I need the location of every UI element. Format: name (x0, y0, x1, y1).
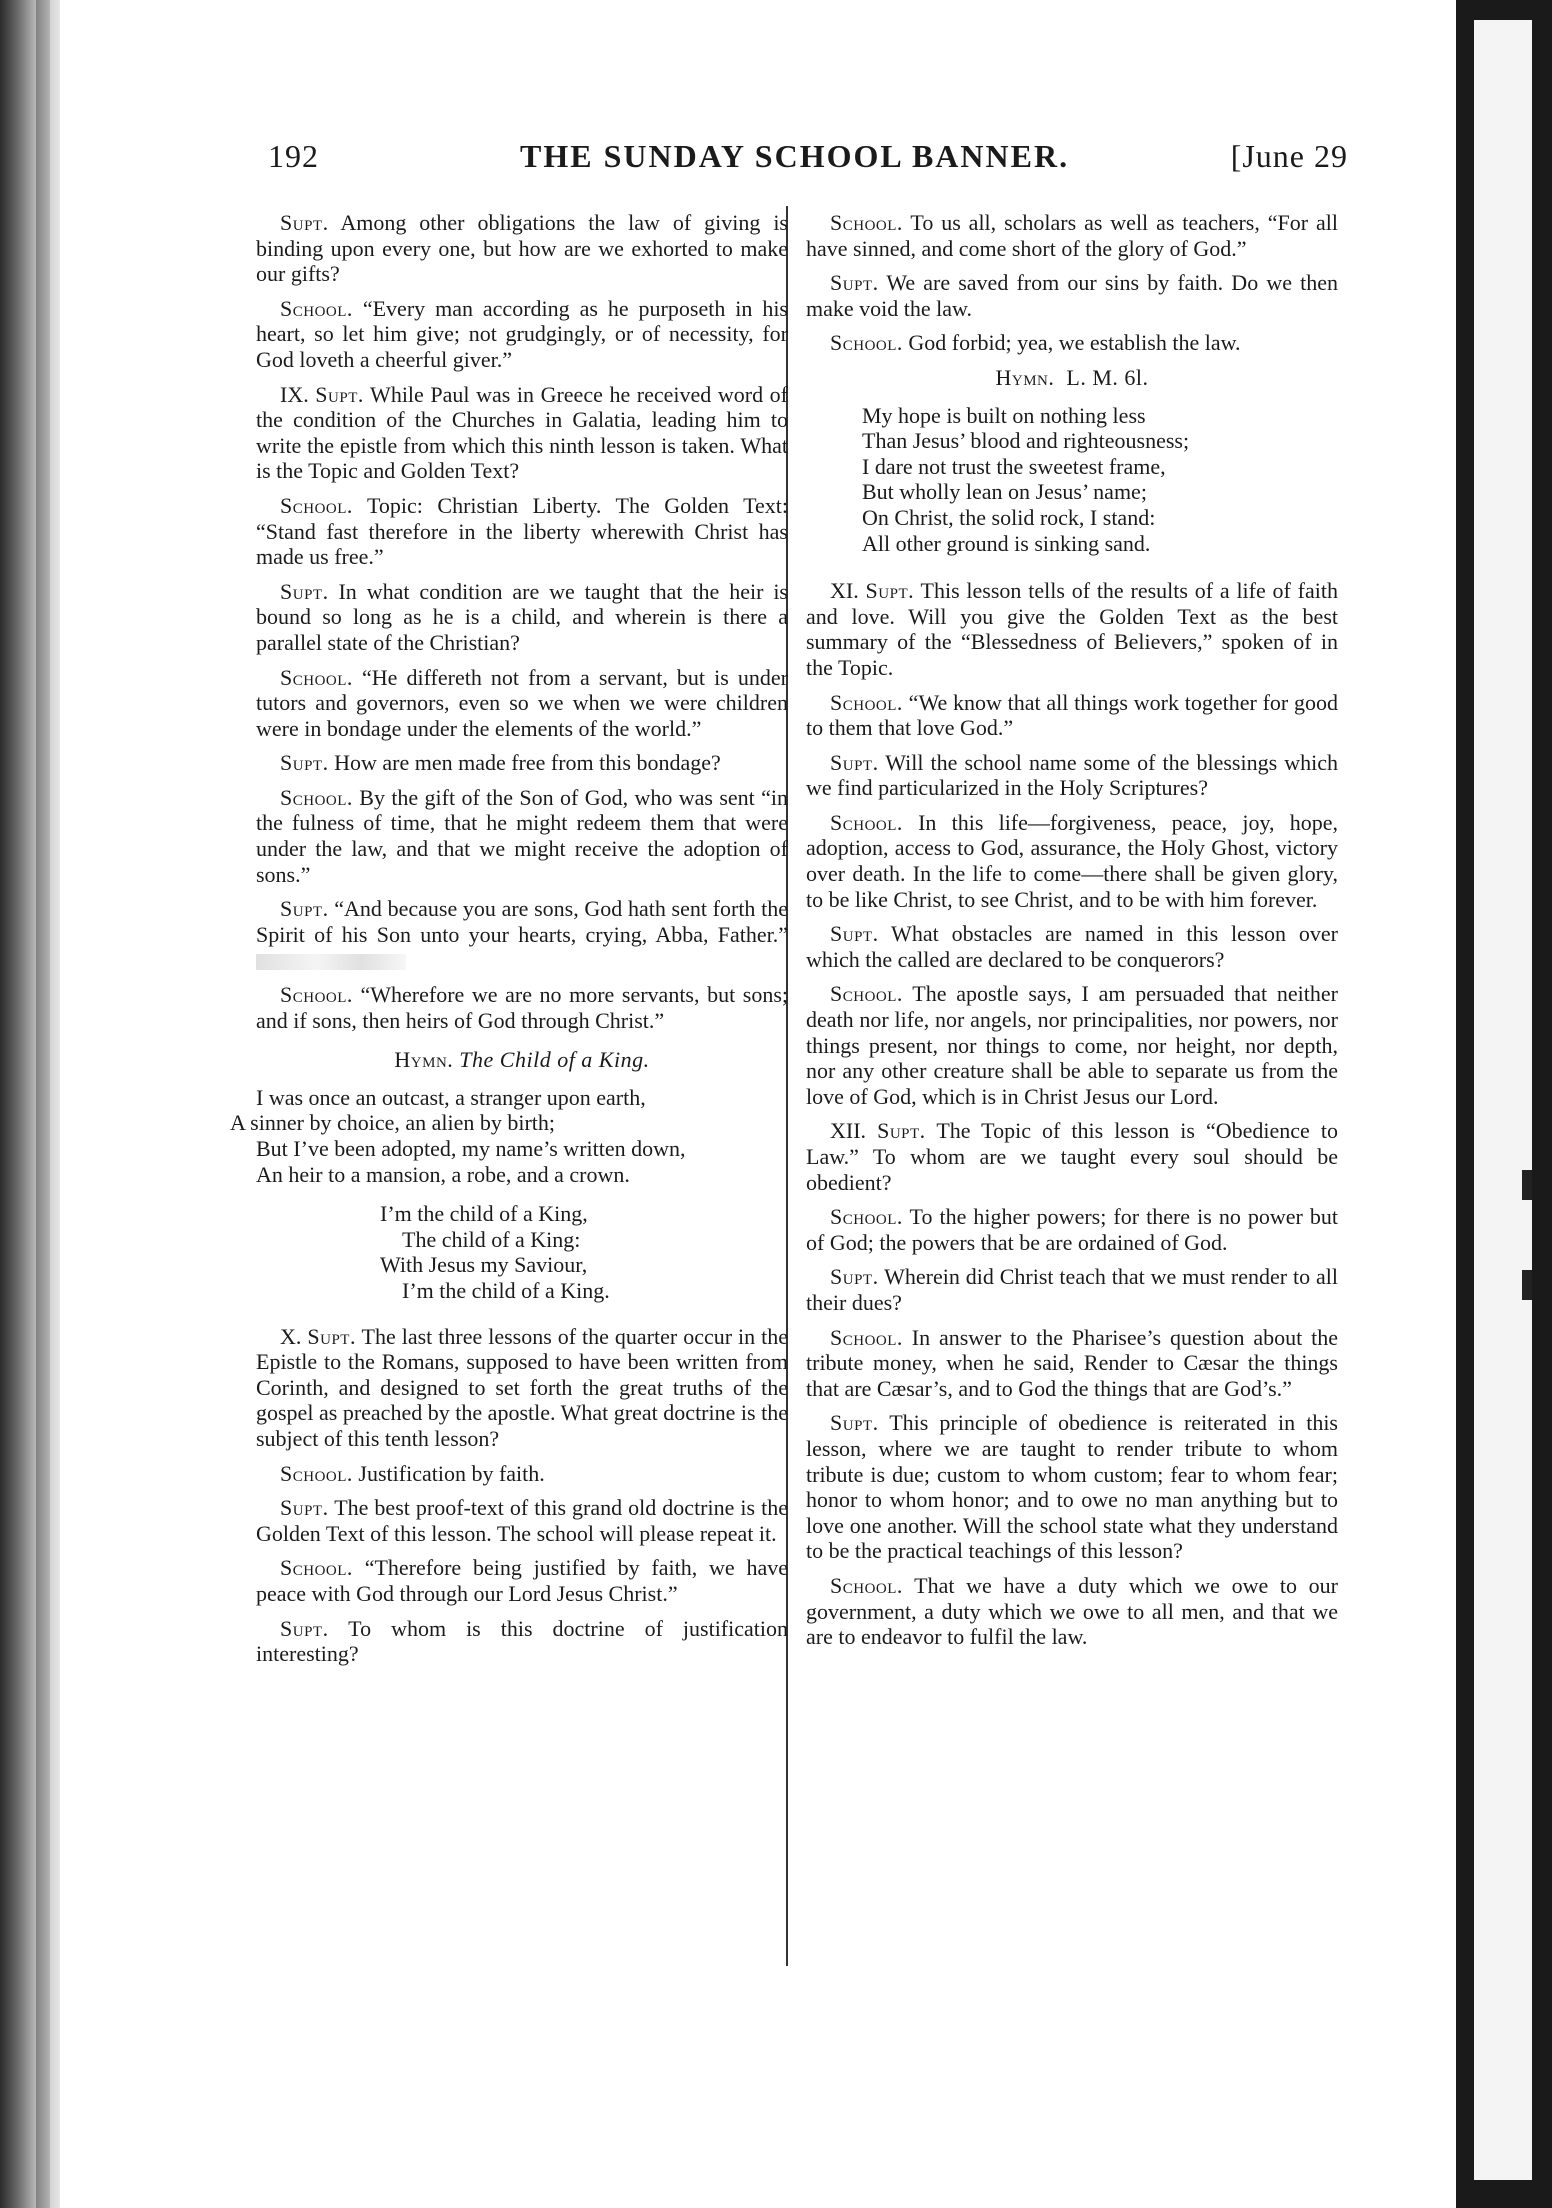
chorus-line: With Jesus my Saviour, (380, 1252, 588, 1278)
paragraph (256, 982, 788, 1033)
chorus-line: I’m the child of a King, (380, 1201, 588, 1227)
speaker-label: Supt. (280, 1615, 329, 1641)
paragraph (256, 665, 788, 742)
paragraph-text: What obstacles are named in this lesson over which the called are declared to be conquerors? (806, 921, 1338, 972)
speaker-label: School. (280, 1460, 353, 1486)
speaker-label: Supt. (865, 578, 915, 604)
paragraph-text: In answer to the Pharisee’s question about the tribute money, when he said, Render to Cæsar the things that are Cæsar’s, and to God the things that are God’s.” (806, 1324, 1338, 1401)
paragraph (806, 921, 1338, 972)
paragraph (256, 1324, 788, 1452)
ink-smudge (256, 954, 406, 970)
chorus-line: The child of a King: (402, 1226, 581, 1252)
speaker-label: School. (280, 784, 353, 810)
paragraph (256, 296, 788, 373)
verse-line: I was once an outcast, a stranger upon earth, (256, 1084, 646, 1110)
paragraph (256, 579, 788, 656)
paragraph (806, 1118, 1338, 1195)
speaker-label: Supt. (280, 578, 329, 604)
speaker-label: Supt. (830, 1410, 879, 1436)
hymn-verse (230, 1084, 788, 1187)
lesson-number: X. (280, 1323, 308, 1349)
speaker-label: Supt. (877, 1118, 926, 1144)
verse-line: But wholly lean on Jesus’ name; (862, 479, 1147, 505)
speaker-label: Supt. (307, 1323, 356, 1349)
left-column (230, 210, 788, 1676)
paragraph-text: “We know that all things work together for good to them that love God.” (806, 689, 1338, 741)
verse-line: All other ground is sinking sand. (862, 530, 1151, 556)
paragraph-text: “Wherefore we are no more servants, but sons; and if sons, then heirs of God through Christ.” (256, 982, 788, 1033)
speaker-label: School. (830, 689, 903, 715)
speaker-label: School. (830, 981, 903, 1007)
paragraph-text: The Topic of this lesson is “Obedience to Law.” To whom are we taught every soul should be obedient? (806, 1118, 1338, 1195)
paragraph-text: By the gift of the Son of God, who was sent “in the fulness of time, that he might redeem them that were under the law, and that we might receive the adoption of sons.” (256, 784, 788, 887)
paragraph-text: In what condition are we taught that the heir is bound so long as he is a child, and wherein is there a parallel state of the Christian? (256, 578, 788, 655)
book-gutter (36, 0, 50, 2208)
next-page-strip (1474, 20, 1532, 2180)
paragraph (806, 210, 1338, 261)
paragraph (256, 785, 788, 887)
paragraph-text: Wherein did Christ teach that we must render to all their dues? (806, 1264, 1338, 1315)
speaker-label: School. (280, 982, 353, 1008)
paragraph (806, 1410, 1338, 1564)
paragraph-text: To us all, scholars as well as teachers, “For all have sinned, and come short of the glory of God.” (806, 210, 1338, 261)
speaker-label: Supt. (280, 750, 329, 776)
paragraph-text: God forbid; yea, we establish the law. (902, 330, 1241, 356)
hymn-chorus (256, 1201, 788, 1303)
speaker-label: Supt. (830, 270, 879, 296)
speaker-label: School. (280, 492, 353, 518)
hymn-heading (806, 365, 1338, 391)
lesson-number: IX. (280, 381, 316, 407)
paragraph (806, 810, 1338, 912)
paragraph (806, 578, 1338, 680)
hymn-title: The Child of a King. (459, 1047, 650, 1073)
paragraph-text: To whom is this doctrine of justification interesting? (256, 1615, 788, 1667)
hymn-label: Hymn. (995, 364, 1055, 390)
page-number: 192 (268, 138, 319, 174)
hymn-label: Hymn. (394, 1047, 454, 1073)
verse-line: I dare not trust the sweetest frame, (862, 453, 1166, 479)
paragraph-text: The last three lessons of the quarter occur in the Epistle to the Romans, supposed to have been written from Corinth, and designed to set forth the great truths of the gospel as preached by the apostle. What great doctrine is the subject of this tenth lesson? (256, 1323, 788, 1451)
paragraph (256, 210, 788, 287)
paragraph (256, 382, 788, 484)
speaker-label: School. (830, 809, 903, 835)
paragraph-text: This principle of obedience is reiterated in this lesson, where we are taught to render tribute to whom tribute is due; custom to whom custom; fear to whom fear; honor to whom honor; and to owe no man anything but to love one another. Will the school state what they understand to be the practical teachings of this lesson? (806, 1410, 1338, 1564)
speaker-label: School. (830, 1572, 903, 1598)
paragraph-text: The apostle says, I am persuaded that neither death nor life, nor angels, nor principalities, nor powers, nor things present, nor things to come, nor height, nor depth, nor any other creature shall be able to separate us from the love of God, which is in Christ Jesus our Lord. (806, 981, 1338, 1109)
speaker-label: Supt. (280, 1495, 329, 1521)
verse-line: An heir to a mansion, a robe, and a crown. (256, 1161, 630, 1187)
paragraph-text: Topic: Christian Liberty. The Golden Text: “Stand fast therefore in the liberty wherewith Christ has made us free.” (256, 492, 788, 570)
paragraph-text: “Therefore being justified by faith, we have peace with God through our Lord Jesus Christ.” (256, 1555, 788, 1606)
speaker-label: Supt. (830, 749, 879, 775)
paragraph (806, 1204, 1338, 1255)
paragraph (256, 896, 788, 973)
paragraph-text: While Paul was in Greece he received word of the condition of the Churches in Galatia, leading him to write the epistle from which this ninth lesson is taken. What is the Topic and Golden Text? (256, 381, 788, 484)
paragraph (806, 750, 1338, 801)
paragraph-text: That we have a duty which we owe to our government, a duty which we owe to all men, and that we are to endeavor to fulfil the law. (806, 1572, 1338, 1650)
paragraph-text: Among other obligations the law of giving is binding upon every one, but how are we exhorted to make our gifts? (256, 210, 788, 287)
publication-title: THE SUNDAY SCHOOL BANNER. (520, 138, 1070, 174)
paragraph-text: We are saved from our sins by faith. Do we then make void the law. (806, 270, 1338, 321)
paragraph (806, 1325, 1338, 1402)
speaker-label: Supt. (830, 1264, 879, 1290)
paragraph (806, 270, 1338, 321)
speaker-label: School. (280, 1555, 353, 1581)
speaker-label: School. (830, 210, 903, 235)
paragraph-text: Justification by faith. (352, 1460, 545, 1486)
paragraph-text: “He differeth not from a servant, but is under tutors and governors, even so we when we were children were in bondage under the elements of the world.” (256, 664, 788, 741)
paragraph (256, 1461, 788, 1487)
paragraph-text: To the higher powers; for there is no power but of God; the powers that be are ordained of God. (806, 1204, 1338, 1255)
speaker-label: Supt. (280, 896, 329, 922)
speaker-label: Supt. (315, 381, 364, 407)
paragraph-text: Will the school name some of the blessings which we find particularized in the Holy Scriptures? (806, 749, 1338, 801)
paragraph (256, 1616, 788, 1667)
book-spine-shadow (0, 0, 60, 2208)
hymn-heading (256, 1047, 788, 1073)
speaker-label: Supt. (830, 921, 879, 947)
paragraph (806, 1264, 1338, 1315)
hymn-meter: L. M. 6l. (1066, 364, 1149, 390)
next-page-mark (1522, 1170, 1532, 1200)
paragraph (806, 330, 1338, 356)
lesson-number: XII. (830, 1118, 878, 1144)
chorus-line: I’m the child of a King. (402, 1277, 610, 1303)
paragraph-text: How are men made free from this bondage? (328, 750, 721, 776)
verse-line: On Christ, the solid rock, I stand: (862, 504, 1156, 530)
verse-line: My hope is built on nothing less (862, 402, 1146, 428)
lesson-number: XI. (830, 578, 866, 604)
paragraph (256, 1495, 788, 1546)
next-page-mark (1522, 1270, 1532, 1300)
verse-line: Than Jesus’ blood and righteousness; (862, 428, 1190, 454)
paragraph-text: “And because you are sons, God hath sent forth the Spirit of his Son unto your hearts, crying, Abba, Father.” (256, 896, 788, 947)
paragraph (806, 690, 1338, 741)
issue-date: [June 29 (1230, 138, 1348, 174)
paragraph-text: “Every man according as he purposeth in his heart, so let him give; not grudgingly, or of necessity, for God loveth a cheerful giver.” (256, 295, 788, 372)
speaker-label: School. (280, 295, 353, 321)
verse-line: But I’ve been adopted, my name’s written down, (256, 1136, 686, 1161)
speaker-label: School. (830, 1324, 903, 1350)
paragraph (806, 1573, 1338, 1650)
paragraph (256, 750, 788, 776)
right-column (806, 210, 1338, 1659)
verse-line: A sinner by choice, an alien by birth; (230, 1110, 556, 1136)
speaker-label: School. (830, 1204, 903, 1230)
paragraph (256, 493, 788, 570)
paragraph-text: The best proof-text of this grand old doctrine is the Golden Text of this lesson. The school will please repeat it. (256, 1495, 788, 1546)
next-page-edge (1456, 0, 1552, 2208)
speaker-label: School. (830, 330, 903, 356)
hymn-verse (806, 403, 1338, 557)
speaker-label: Supt. (280, 210, 329, 235)
running-header (268, 136, 1348, 186)
paragraph-text: This lesson tells of the results of a life of faith and love. Will you give the Golden Text as the best summary of the “Blessedness of Believers,” spoken of in the Topic. (806, 578, 1338, 680)
paragraph-text: In this life—forgiveness, peace, joy, hope, adoption, access to God, assurance, the Holy Ghost, victory over death. In the life to come—there shall be given glory, to be like Christ, to see Christ, and to be with him forever. (806, 809, 1338, 912)
paragraph (256, 1555, 788, 1606)
paragraph (806, 981, 1338, 1109)
speaker-label: School. (280, 664, 353, 690)
